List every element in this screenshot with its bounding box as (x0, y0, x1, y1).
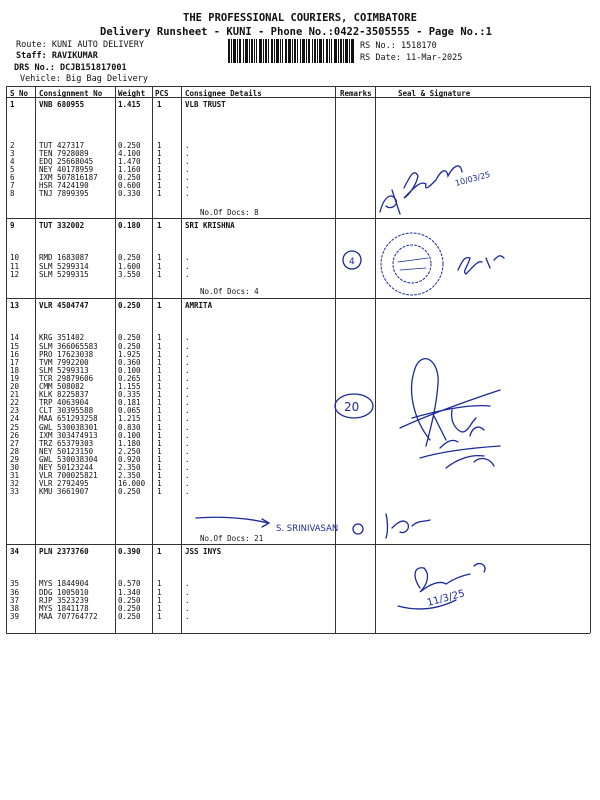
signature-3 (400, 359, 500, 446)
row-cons: . (185, 463, 190, 472)
row-sno: 8 (10, 189, 15, 199)
docs-count: No.Of Docs: 8 (200, 208, 259, 217)
row-wt: 0.830 (118, 422, 141, 432)
row-sno: 22 (10, 398, 20, 408)
row-cn: TRZ 65379303 (39, 438, 94, 448)
row-pcs: 1 (157, 414, 162, 424)
row-cn: TUT 332002 (39, 221, 85, 230)
row-sno: 2 (10, 140, 15, 150)
row-cn: GWL 530038301 (39, 422, 98, 432)
row-pcs: 1 (157, 438, 162, 448)
row-cn: RMD 1683087 (39, 253, 89, 263)
row-wt: 0.250 (118, 301, 141, 310)
row-cn: KLK 8225837 (39, 390, 89, 400)
row-cons: . (185, 189, 190, 199)
col-weight: Weight (118, 89, 146, 98)
row-sno: 35 (10, 579, 20, 589)
row-cn: VLR 700025821 (39, 471, 98, 481)
row-wt: 3.550 (118, 269, 141, 279)
row-pcs: 1 (157, 579, 162, 589)
row-wt: 1.155 (118, 382, 141, 391)
row-wt: 0.390 (118, 547, 141, 556)
col-sno: S No (10, 89, 29, 98)
col-consignee: Consignee Details (185, 89, 262, 98)
row-pcs: 1 (157, 333, 162, 343)
row-cn: NEY 50123150 (39, 446, 94, 456)
row-sno: 29 (10, 454, 20, 464)
row-pcs: 1 (157, 487, 162, 497)
row-cons: . (185, 181, 190, 190)
row-sno: 38 (10, 603, 20, 613)
docs-count: No.Of Docs: 21 (200, 534, 264, 543)
docs-count: No.Of Docs: 4 (200, 287, 259, 296)
row-cons: . (185, 390, 190, 400)
row-cons: . (185, 373, 190, 383)
row-pcs: 1 (157, 390, 162, 400)
rs-number: RS No.: 1518170 (360, 41, 437, 51)
row-sno: 17 (10, 357, 20, 367)
row-wt: 0.065 (118, 406, 141, 416)
row-pcs: 1 (157, 164, 162, 174)
row-cn: CMM 508082 (39, 382, 85, 391)
row-sno: 30 (10, 463, 20, 472)
row-cons: . (185, 341, 190, 351)
route: Route: KUNI AUTO DELIVERY (16, 40, 144, 50)
signature-2 (458, 256, 504, 274)
row-wt: 1.415 (118, 100, 141, 109)
row-wt: 0.600 (118, 181, 141, 190)
row-cons: . (185, 261, 190, 271)
received-by-note: S. SRINIVASAN (276, 524, 339, 534)
row-sno: 26 (10, 430, 20, 440)
row-pcs: 1 (157, 406, 162, 416)
row-cons: . (185, 140, 190, 150)
staff: Staff: RAVIKUMAR (16, 51, 98, 61)
row-sno: 33 (10, 487, 20, 497)
row-pcs: 1 (157, 148, 162, 158)
row-pcs: 1 (157, 341, 162, 351)
row-wt: 0.265 (118, 373, 141, 383)
row-pcs: 1 (157, 269, 162, 279)
row-cn: SLM 366065583 (39, 341, 98, 351)
row-cons: AMRITA (185, 301, 213, 310)
row-cn: TVM 7992200 (39, 357, 89, 367)
row-pcs: 1 (157, 382, 162, 391)
row-pcs: 1 (157, 454, 162, 464)
row-wt: 4.100 (118, 148, 141, 158)
row-sno: 14 (10, 333, 20, 343)
row-sno: 34 (10, 547, 20, 556)
row-cons: JSS INYS (185, 547, 222, 556)
row-cons: . (185, 422, 190, 432)
row-sno: 3 (10, 148, 15, 158)
row-cons: . (185, 430, 190, 440)
row-cons: . (185, 164, 190, 174)
rs-date: RS Date: 11-Mar-2025 (360, 53, 463, 63)
stamp-label-line (398, 258, 428, 270)
row-pcs: 1 (157, 156, 162, 166)
row-sno: 31 (10, 471, 20, 481)
col-consignment: Consignment No (39, 89, 103, 98)
row-cons: SRI KRISHNA (185, 221, 235, 230)
row-cn: VLR 2792495 (39, 479, 89, 489)
row-pcs: 1 (157, 253, 162, 263)
row-cn: SLM 5299315 (39, 269, 89, 279)
row-wt: 2.350 (118, 471, 141, 481)
row-cons: . (185, 148, 190, 158)
arrow-line (196, 517, 269, 527)
row-cons: . (185, 414, 190, 424)
row-sno: 7 (10, 181, 15, 190)
row-pcs: 1 (157, 603, 162, 613)
row-cn: KRG 351402 (39, 333, 85, 343)
runsheet-subtitle: Delivery Runsheet - KUNI - Phone No.:0422-3505555 - Page No.:1 (100, 26, 492, 38)
row-cons: . (185, 333, 190, 343)
row-wt: 1.600 (118, 261, 141, 271)
row-sno: 12 (10, 269, 20, 279)
row-cn: TEN 7928089 (39, 148, 89, 158)
row-cons: . (185, 349, 190, 359)
row-wt: 1.160 (118, 164, 141, 174)
company-name: THE PROFESSIONAL COURIERS, COIMBATORE (183, 12, 417, 24)
row-wt: 2.350 (118, 463, 141, 472)
row-sno: 24 (10, 414, 20, 424)
row-cons: . (185, 579, 190, 589)
row-sno: 11 (10, 261, 20, 271)
row-sno: 10 (10, 253, 20, 263)
signature-3b (420, 427, 500, 468)
row-cons: . (185, 487, 190, 497)
row-cons: . (185, 603, 190, 613)
row-wt: 0.330 (118, 189, 141, 199)
row-sno: 39 (10, 611, 20, 621)
row-pcs: 1 (157, 181, 162, 190)
row-sno: 37 (10, 595, 20, 605)
row-cons: . (185, 454, 190, 464)
row-cn: PLN 2373760 (39, 547, 89, 556)
remark-circle-small (353, 524, 363, 534)
row-sno: 4 (10, 156, 15, 166)
row-wt: 0.335 (118, 390, 141, 400)
row-cn: IXM 507816187 (39, 172, 98, 182)
row-sno: 16 (10, 349, 20, 359)
row-sno: 36 (10, 587, 20, 597)
row-pcs: 1 (157, 446, 162, 456)
row-wt: 0.570 (118, 579, 141, 589)
row-cn: TRP 4063904 (39, 398, 89, 408)
row-sno: 6 (10, 172, 15, 182)
signed-date-3: 11/3/25 (425, 588, 467, 609)
row-cn: CLT 30395588 (39, 406, 94, 416)
row-pcs: 1 (157, 479, 162, 489)
row-cn: MYS 1844904 (39, 579, 89, 589)
row-sno: 27 (10, 438, 20, 448)
row-cn: DDG 1005010 (39, 587, 89, 597)
row-pcs: 1 (157, 547, 162, 556)
row-wt: 0.250 (118, 341, 141, 351)
col-pcs: PCS (155, 89, 169, 98)
col-remarks: Remarks (340, 89, 372, 98)
row-wt: 0.250 (118, 253, 141, 263)
row-cn: VLR 4504747 (39, 301, 89, 310)
row-pcs: 1 (157, 611, 162, 621)
row-wt: 1.180 (118, 438, 141, 448)
row-pcs: 1 (157, 595, 162, 605)
row-sno: 5 (10, 164, 15, 174)
row-cn: TCR 29879606 (39, 373, 94, 383)
signature-1 (380, 166, 462, 214)
row-cons: . (185, 446, 190, 456)
row-pcs: 1 (157, 357, 162, 367)
row-wt: 1.470 (118, 156, 141, 166)
row-pcs: 1 (157, 172, 162, 182)
row-cons: . (185, 479, 190, 489)
row-cons: . (185, 253, 190, 263)
row-pcs: 1 (157, 373, 162, 383)
row-wt: 0.250 (118, 487, 141, 497)
row-wt: 2.250 (118, 446, 141, 456)
row-wt: 0.250 (118, 333, 141, 343)
row-pcs: 1 (157, 221, 162, 230)
row-wt: 0.181 (118, 398, 141, 408)
signed-date-1: 10/03/25 (454, 169, 492, 188)
vehicle: Vehicle: Big Bag Delivery (20, 74, 148, 84)
row-cons: . (185, 156, 190, 166)
row-cons: . (185, 406, 190, 416)
row-cn: SLM 5299314 (39, 261, 89, 271)
row-sno: 13 (10, 301, 20, 310)
row-pcs: 1 (157, 349, 162, 359)
row-cons: . (185, 365, 190, 375)
row-cn: KMU 3661907 (39, 487, 89, 497)
row-cons: . (185, 172, 190, 182)
row-cn: NEY 40178959 (39, 164, 94, 174)
row-cons: . (185, 382, 190, 391)
row-wt: 0.100 (118, 365, 141, 375)
seal-stamp (381, 233, 443, 295)
row-cn: TUT 427317 (39, 140, 85, 150)
row-pcs: 1 (157, 140, 162, 150)
row-sno: 15 (10, 341, 20, 351)
row-wt: 0.360 (118, 357, 141, 367)
row-pcs: 1 (157, 587, 162, 597)
row-sno: 21 (10, 390, 20, 400)
row-cons: VLB TRUST (185, 100, 226, 109)
row-sno: 20 (10, 382, 20, 391)
row-sno: 25 (10, 422, 20, 432)
row-wt: 1.925 (118, 349, 141, 359)
row-pcs: 1 (157, 301, 162, 310)
row-wt: 0.100 (118, 430, 141, 440)
row-wt: 1.215 (118, 414, 141, 424)
row-cn: PRO 17623038 (39, 349, 94, 359)
row-pcs: 1 (157, 365, 162, 375)
row-sno: 28 (10, 446, 20, 456)
row-cn: HSR 7424190 (39, 181, 89, 190)
row-cn: TNJ 7899395 (39, 189, 89, 199)
row-wt: 0.250 (118, 140, 141, 150)
row-pcs: 1 (157, 189, 162, 199)
row-cn: IXM 303474913 (39, 430, 98, 440)
row-wt: 16.000 (118, 479, 146, 489)
row-sno: 1 (10, 100, 15, 109)
drs-number: DRS No.: DCJB151817001 (14, 63, 127, 73)
row-cn: GWL 530038304 (39, 454, 98, 464)
row-cn: RJP 3523239 (39, 595, 89, 605)
row-wt: 1.340 (118, 587, 141, 597)
row-wt: 0.250 (118, 172, 141, 182)
row-pcs: 1 (157, 422, 162, 432)
row-cn: NEY 50123244 (39, 463, 94, 472)
row-cons: . (185, 611, 190, 621)
row-pcs: 1 (157, 261, 162, 271)
row-wt: 0.250 (118, 595, 141, 605)
row-sno: 9 (10, 221, 15, 230)
row-pcs: 1 (157, 463, 162, 472)
row-cons: . (185, 357, 190, 367)
row-cons: . (185, 398, 190, 408)
row-cons: . (185, 587, 190, 597)
row-sno: 19 (10, 373, 20, 383)
remark-20-text: 20 (344, 400, 360, 414)
col-seal: Seal & Signature (398, 89, 471, 98)
row-wt: 0.250 (118, 611, 141, 621)
row-cn: MAA 651293258 (39, 414, 98, 424)
row-cn: MYS 1841178 (39, 603, 89, 613)
signature-4 (386, 514, 430, 538)
row-pcs: 1 (157, 398, 162, 408)
row-cn: EDQ 25668045 (39, 156, 94, 166)
row-cons: . (185, 269, 190, 279)
row-cons: . (185, 471, 190, 481)
row-sno: 32 (10, 479, 20, 489)
row-pcs: 1 (157, 471, 162, 481)
row-sno: 23 (10, 406, 20, 416)
row-cons: . (185, 438, 190, 448)
row-wt: 0.920 (118, 454, 141, 464)
row-sno: 18 (10, 365, 20, 375)
row-cons: . (185, 595, 190, 605)
row-cn: SLM 5299313 (39, 365, 89, 375)
row-pcs: 1 (157, 100, 162, 109)
row-cn: MAA 707764772 (39, 611, 98, 621)
row-wt: 0.180 (118, 221, 141, 230)
row-cn: VNB 680955 (39, 100, 85, 109)
remark-4-text: 4 (349, 257, 355, 267)
row-wt: 0.250 (118, 603, 141, 613)
row-pcs: 1 (157, 430, 162, 440)
